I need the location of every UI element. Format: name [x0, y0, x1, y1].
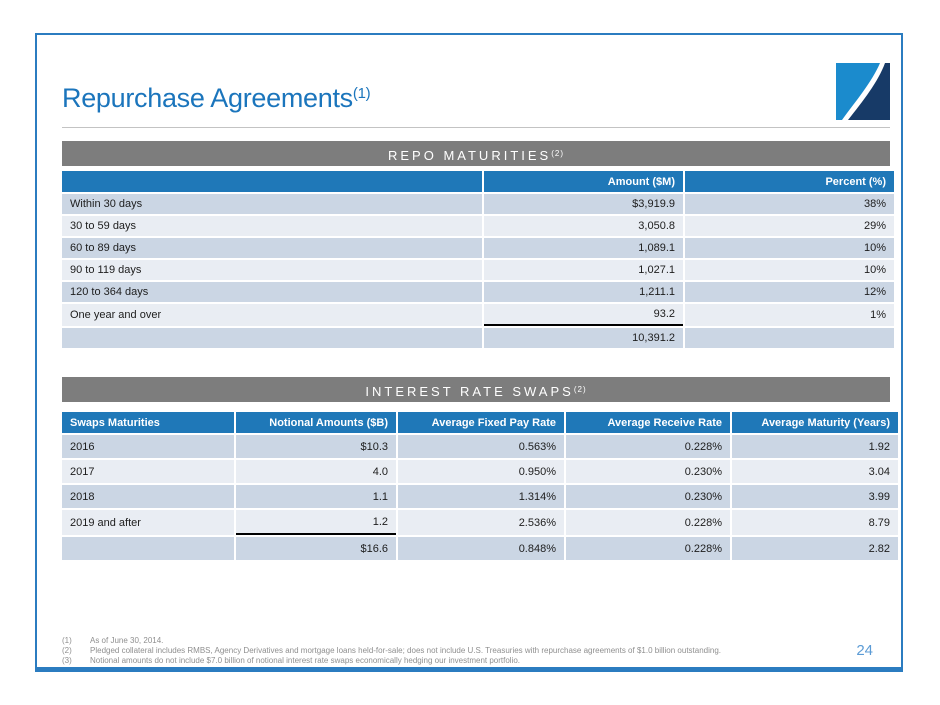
repo-table-header-row: [62, 171, 894, 192]
footnote-text: Notional amounts do not include $7.0 billion of notional interest rate swaps economically hedging our investment portfolio.: [90, 656, 521, 665]
table-row: [62, 328, 894, 348]
footnote: [62, 646, 862, 656]
row-label: Within 30 days: [62, 194, 482, 214]
repo-maturities-table: [60, 169, 896, 350]
cell-value: 1%: [685, 304, 894, 326]
cell-value: 4.0: [236, 460, 396, 483]
cell-value: 10%: [685, 260, 894, 280]
row-label: [62, 537, 234, 560]
cell-value: 10%: [685, 238, 894, 258]
cell-value: 1,027.1: [484, 260, 683, 280]
cell-value: [685, 328, 894, 348]
page-title-footnote-ref: (1): [352, 85, 371, 102]
page-number: 24: [856, 642, 873, 659]
repo-col-blank: [62, 171, 482, 192]
swaps-col-avg-maturity: Average Maturity (Years): [732, 412, 898, 433]
cell-value: 8.79: [732, 510, 898, 535]
section-header-text: INTEREST RATE SWAPS: [365, 384, 574, 399]
row-label: 2017: [62, 460, 234, 483]
row-label: 30 to 59 days: [62, 216, 482, 236]
swaps-col-maturities: Swaps Maturities: [62, 412, 234, 433]
table-row: [62, 485, 898, 508]
cell-value: 1.2: [236, 510, 396, 535]
section-header-text: REPO MATURITIES: [388, 148, 552, 163]
table-row: [62, 216, 894, 236]
footnote: [62, 656, 862, 666]
cell-value: 0.228%: [566, 435, 730, 458]
footnote-text: Pledged collateral includes RMBS, Agency Derivatives and mortgage loans held-for-sale; does not include U.S. Treasuries with repurchase agreements of $1.0 billion outstanding.: [90, 646, 722, 655]
cell-value: 0.950%: [398, 460, 564, 483]
cell-value: 1.314%: [398, 485, 564, 508]
swaps-col-receive: Average Receive Rate: [566, 412, 730, 433]
cell-value: 0.230%: [566, 460, 730, 483]
table-row: [62, 460, 898, 483]
cell-value: 0.563%: [398, 435, 564, 458]
row-label: 2016: [62, 435, 234, 458]
cell-value: 10,391.2: [484, 328, 683, 348]
cell-value: 0.848%: [398, 537, 564, 560]
cell-value: 12%: [685, 282, 894, 302]
title-divider: [62, 127, 890, 128]
row-label: 120 to 364 days: [62, 282, 482, 302]
cell-value: 3,050.8: [484, 216, 683, 236]
cell-value: $10.3: [236, 435, 396, 458]
row-label: One year and over: [62, 304, 482, 326]
cell-value: 0.228%: [566, 537, 730, 560]
table-row: [62, 194, 894, 214]
footnote-marker: (2): [62, 646, 72, 655]
cell-value: $3,919.9: [484, 194, 683, 214]
cell-value: 93.2: [484, 304, 683, 326]
company-logo-icon: [836, 63, 890, 120]
section-header-interest-rate-swaps: [62, 377, 890, 402]
table-row: [62, 260, 894, 280]
table-row: [62, 282, 894, 302]
footnote-marker: (1): [62, 636, 72, 645]
table-row: [62, 304, 894, 326]
swaps-col-notional: Notional Amounts ($B): [236, 412, 396, 433]
table-row: [62, 435, 898, 458]
swaps-table-header-row: [62, 412, 898, 433]
section-header-repo-maturities: [62, 141, 890, 166]
slide-frame: [35, 33, 903, 672]
footnotes: [62, 636, 862, 666]
cell-value: 1.92: [732, 435, 898, 458]
row-label: 2019 and after: [62, 510, 234, 535]
cell-value: 1,211.1: [484, 282, 683, 302]
row-label: 2018: [62, 485, 234, 508]
cell-value: 3.04: [732, 460, 898, 483]
page-title: [62, 83, 370, 114]
cell-value: 1,089.1: [484, 238, 683, 258]
swaps-col-fixed-pay: Average Fixed Pay Rate: [398, 412, 564, 433]
repo-col-amount: Amount ($M): [484, 171, 683, 192]
table-row: [62, 510, 898, 535]
cell-value: 2.536%: [398, 510, 564, 535]
cell-value: 38%: [685, 194, 894, 214]
cell-value: 0.228%: [566, 510, 730, 535]
cell-value: 3.99: [732, 485, 898, 508]
section-header-footnote-ref: (2): [551, 149, 564, 158]
table-row: [62, 238, 894, 258]
cell-value: 1.1: [236, 485, 396, 508]
table-row: [62, 537, 898, 560]
cell-value: $16.6: [236, 537, 396, 560]
cell-value: 2.82: [732, 537, 898, 560]
row-label: 60 to 89 days: [62, 238, 482, 258]
repo-col-percent: Percent (%): [685, 171, 894, 192]
row-label: [62, 328, 482, 348]
cell-value: 0.230%: [566, 485, 730, 508]
page-title-text: Repurchase Agreements: [62, 83, 353, 113]
section-header-footnote-ref: (2): [573, 385, 587, 394]
footnote: [62, 636, 862, 646]
row-label: 90 to 119 days: [62, 260, 482, 280]
footnote-text: As of June 30, 2014.: [90, 636, 164, 645]
interest-rate-swaps-table: [60, 410, 900, 562]
footnote-marker: (3): [62, 656, 72, 665]
cell-value: 29%: [685, 216, 894, 236]
